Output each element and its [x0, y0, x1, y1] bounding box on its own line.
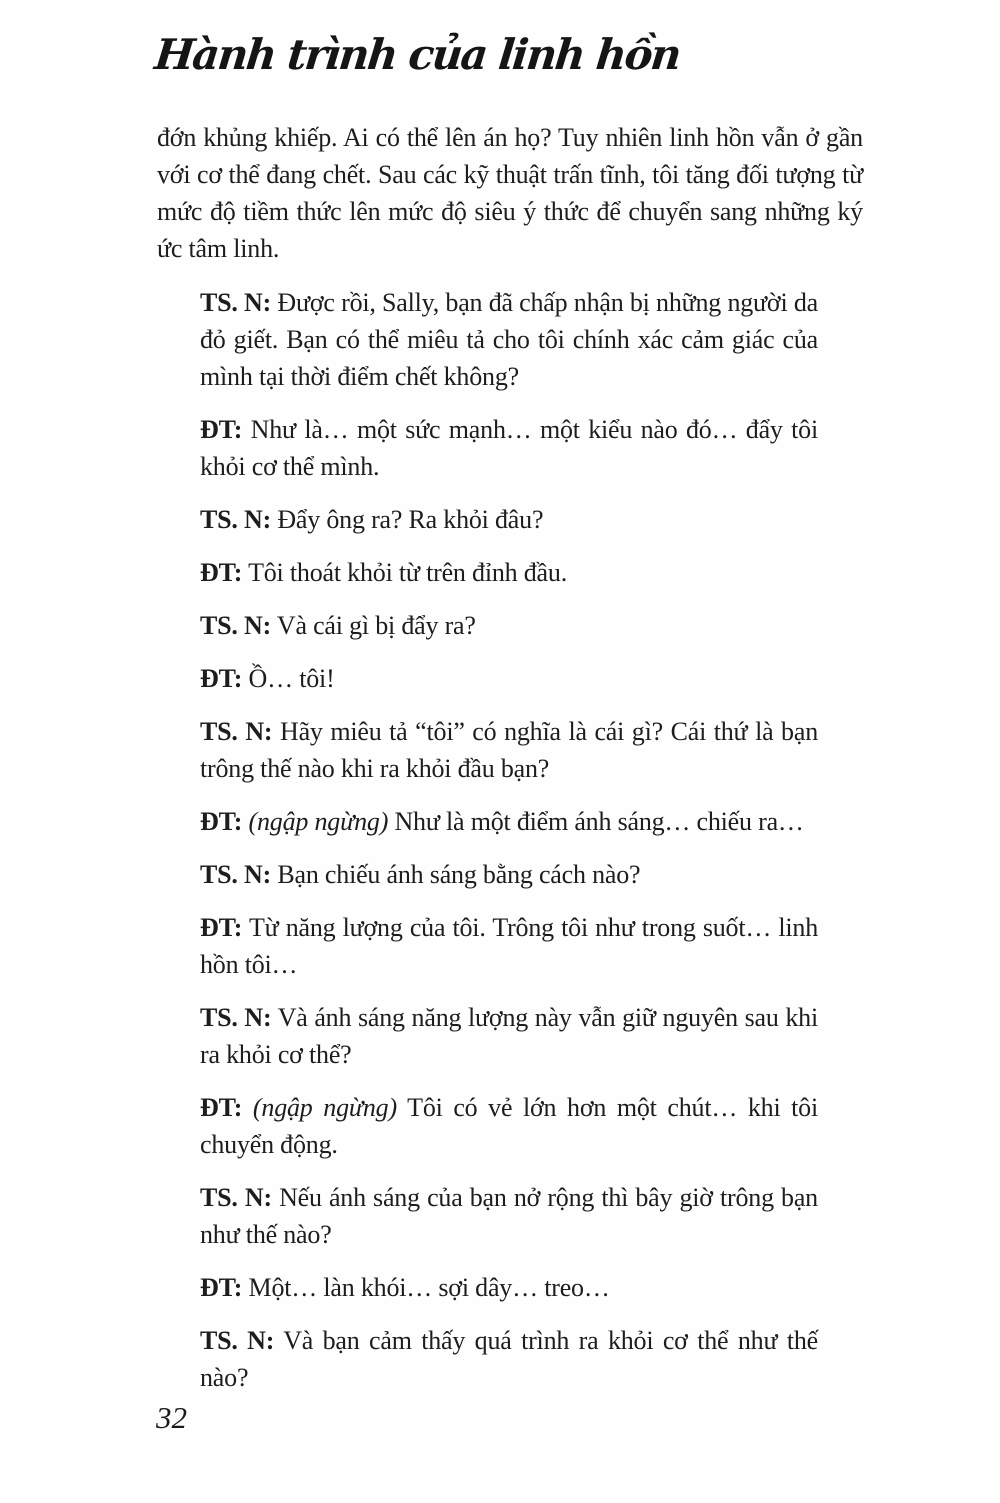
speaker-label: TS. N: — [200, 1183, 272, 1212]
stage-direction: (ngập ngừng) — [242, 807, 389, 836]
dialogue-line — [200, 713, 818, 787]
speaker-label: ĐT: — [200, 1273, 243, 1302]
dialogue-text: Được rồi, Sally, bạn đã chấp nhận bị những người da đỏ giết. Bạn có thể miêu tả cho tôi chính xác cảm giác của mình tại thời điểm chết không? — [200, 288, 818, 391]
dialogue-text: Từ năng lượng của tôi. Trông tôi như trong suốt… linh hồn tôi… — [200, 913, 818, 979]
speaker-label: TS. N: — [200, 1003, 272, 1032]
dialogue-line — [200, 909, 818, 983]
dialogue-line — [200, 1269, 818, 1306]
dialogue-text: Bạn chiếu ánh sáng bằng cách nào? — [271, 860, 641, 889]
dialogue-text: Đẩy ông ra? Ra khỏi đâu? — [271, 505, 544, 534]
speaker-label: ĐT: — [200, 1093, 243, 1122]
dialogue-text: Ồ… tôi! — [242, 664, 335, 693]
dialogue-line — [200, 1089, 818, 1163]
dialogue-text: Như là một điểm ánh sáng… chiếu ra… — [388, 807, 804, 836]
dialogue-line — [200, 284, 818, 395]
dialogue-line — [200, 1322, 818, 1396]
dialogue-line — [200, 803, 818, 840]
speaker-label: TS. N: — [200, 288, 272, 317]
dialogue-line — [200, 501, 818, 538]
dialogue-line — [200, 554, 818, 591]
dialogue-text: Nếu ánh sáng của bạn nở rộng thì bây giờ trông bạn như thế nào? — [200, 1183, 818, 1249]
dialogue-text: Tôi thoát khỏi từ trên đỉnh đầu. — [242, 558, 567, 587]
speaker-label: TS. N: — [200, 1326, 275, 1355]
dialogue-text: Như là… một sức mạnh… một kiểu nào đó… đẩy tôi khỏi cơ thể mình. — [200, 415, 818, 481]
running-header-title: Hành trình của linh hồn — [152, 30, 682, 79]
dialogue-text: Và ánh sáng năng lượng này vẫn giữ nguyên sau khi ra khỏi cơ thể? — [200, 1003, 818, 1069]
dialogue-line — [200, 607, 818, 644]
speaker-label: ĐT: — [200, 664, 243, 693]
speaker-label: TS. N: — [200, 860, 272, 889]
page-content — [157, 119, 863, 1412]
dialogue-text: Một… làn khói… sợi dây… treo… — [242, 1273, 610, 1302]
dialogue-text: Và bạn cảm thấy quá trình ra khỏi cơ thể như thế nào? — [200, 1326, 818, 1392]
speaker-label: ĐT: — [200, 807, 243, 836]
speaker-label: ĐT: — [200, 415, 243, 444]
dialogue-line — [200, 411, 818, 485]
dialogue-list — [157, 284, 863, 1396]
intro-paragraph: đớn khủng khiếp. Ai có thể lên án họ? Tuy nhiên linh hồn vẫn ở gần với cơ thể đang chết. Sau các kỹ thuật trấn tĩnh, tôi tăng đối tượng từ mức độ tiềm thức lên mức độ siêu ý thức để chuyển sang những ký ức tâm linh. — [157, 123, 863, 263]
speaker-label: ĐT: — [200, 558, 243, 587]
speaker-label: TS. N: — [200, 611, 272, 640]
speaker-label: TS. N: — [200, 505, 272, 534]
dialogue-text: Tôi có vẻ lớn hơn một chút… khi tôi chuyển động. — [200, 1093, 818, 1159]
stage-direction: (ngập ngừng) — [242, 1093, 397, 1122]
speaker-label: TS. N: — [200, 717, 273, 746]
dialogue-text: Và cái gì bị đẩy ra? — [271, 611, 476, 640]
page-number: 32 — [156, 1400, 187, 1435]
dialogue-line — [200, 999, 818, 1073]
dialogue-line — [200, 660, 818, 697]
speaker-label: ĐT: — [200, 913, 243, 942]
dialogue-line — [200, 856, 818, 893]
dialogue-text: Hãy miêu tả “tôi” có nghĩa là cái gì? Cái thứ là bạn trông thế nào khi ra khỏi đầu bạn? — [200, 717, 818, 783]
dialogue-line — [200, 1179, 818, 1253]
